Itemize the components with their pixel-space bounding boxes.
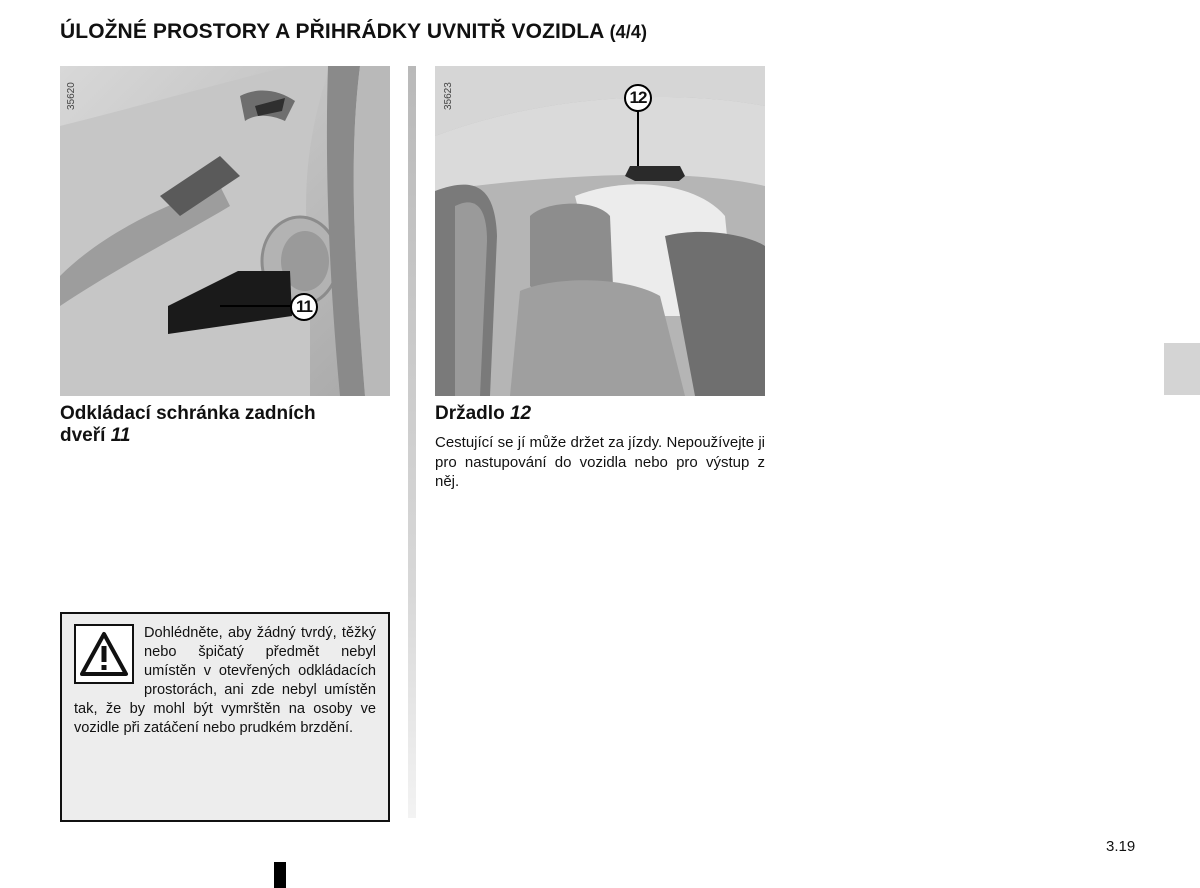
print-mark	[274, 862, 286, 888]
chapter-side-tab	[1164, 343, 1200, 395]
page-number: 3.19	[1106, 838, 1136, 855]
callout-11: 11	[290, 293, 318, 321]
caption-prefix: dveří	[60, 425, 111, 446]
callout-12: 12	[624, 84, 652, 112]
caption-ref: 12	[509, 403, 532, 424]
warning-triangle-icon	[74, 624, 134, 684]
grab-handle-photo	[435, 66, 765, 396]
photo-id-label: 35620	[66, 82, 77, 110]
rear-door-caption	[60, 403, 390, 447]
caption-line-2	[60, 425, 390, 447]
caption-prefix: Držadlo	[435, 403, 510, 424]
rear-door-illustration	[60, 66, 390, 396]
page-title-suffix: (4/4)	[609, 22, 648, 42]
grab-handle-illustration	[435, 66, 765, 396]
caption-line-1: Odkládací schránka zadních	[60, 403, 316, 424]
rear-door-photo	[60, 66, 390, 396]
column-divider	[408, 66, 416, 818]
warning-box	[60, 612, 390, 822]
grab-handle-caption	[435, 403, 765, 425]
page-title	[60, 20, 647, 44]
page-title-text: ÚLOŽNÉ PROSTORY A PŘIHRÁDKY UVNITŘ VOZIDLA	[60, 20, 604, 43]
photo-id-label: 35623	[443, 82, 454, 110]
caption-ref: 11	[110, 425, 131, 446]
grab-handle-description: Cestující se jí může držet za jízdy. Nepoužívejte ji pro nastupování do vozidla nebo pro výstup z něj.	[435, 434, 765, 490]
warning-text: Dohlédněte, aby žádný tvrdý, těžký nebo špičatý předmět nebyl umístěn v otevřených odkládacích prostorách, ani zde nebyl umístěn tak, že by mohl být vymrštěn na osoby ve vozidle při zatáčení nebo prudkém brzdění.	[74, 625, 376, 736]
